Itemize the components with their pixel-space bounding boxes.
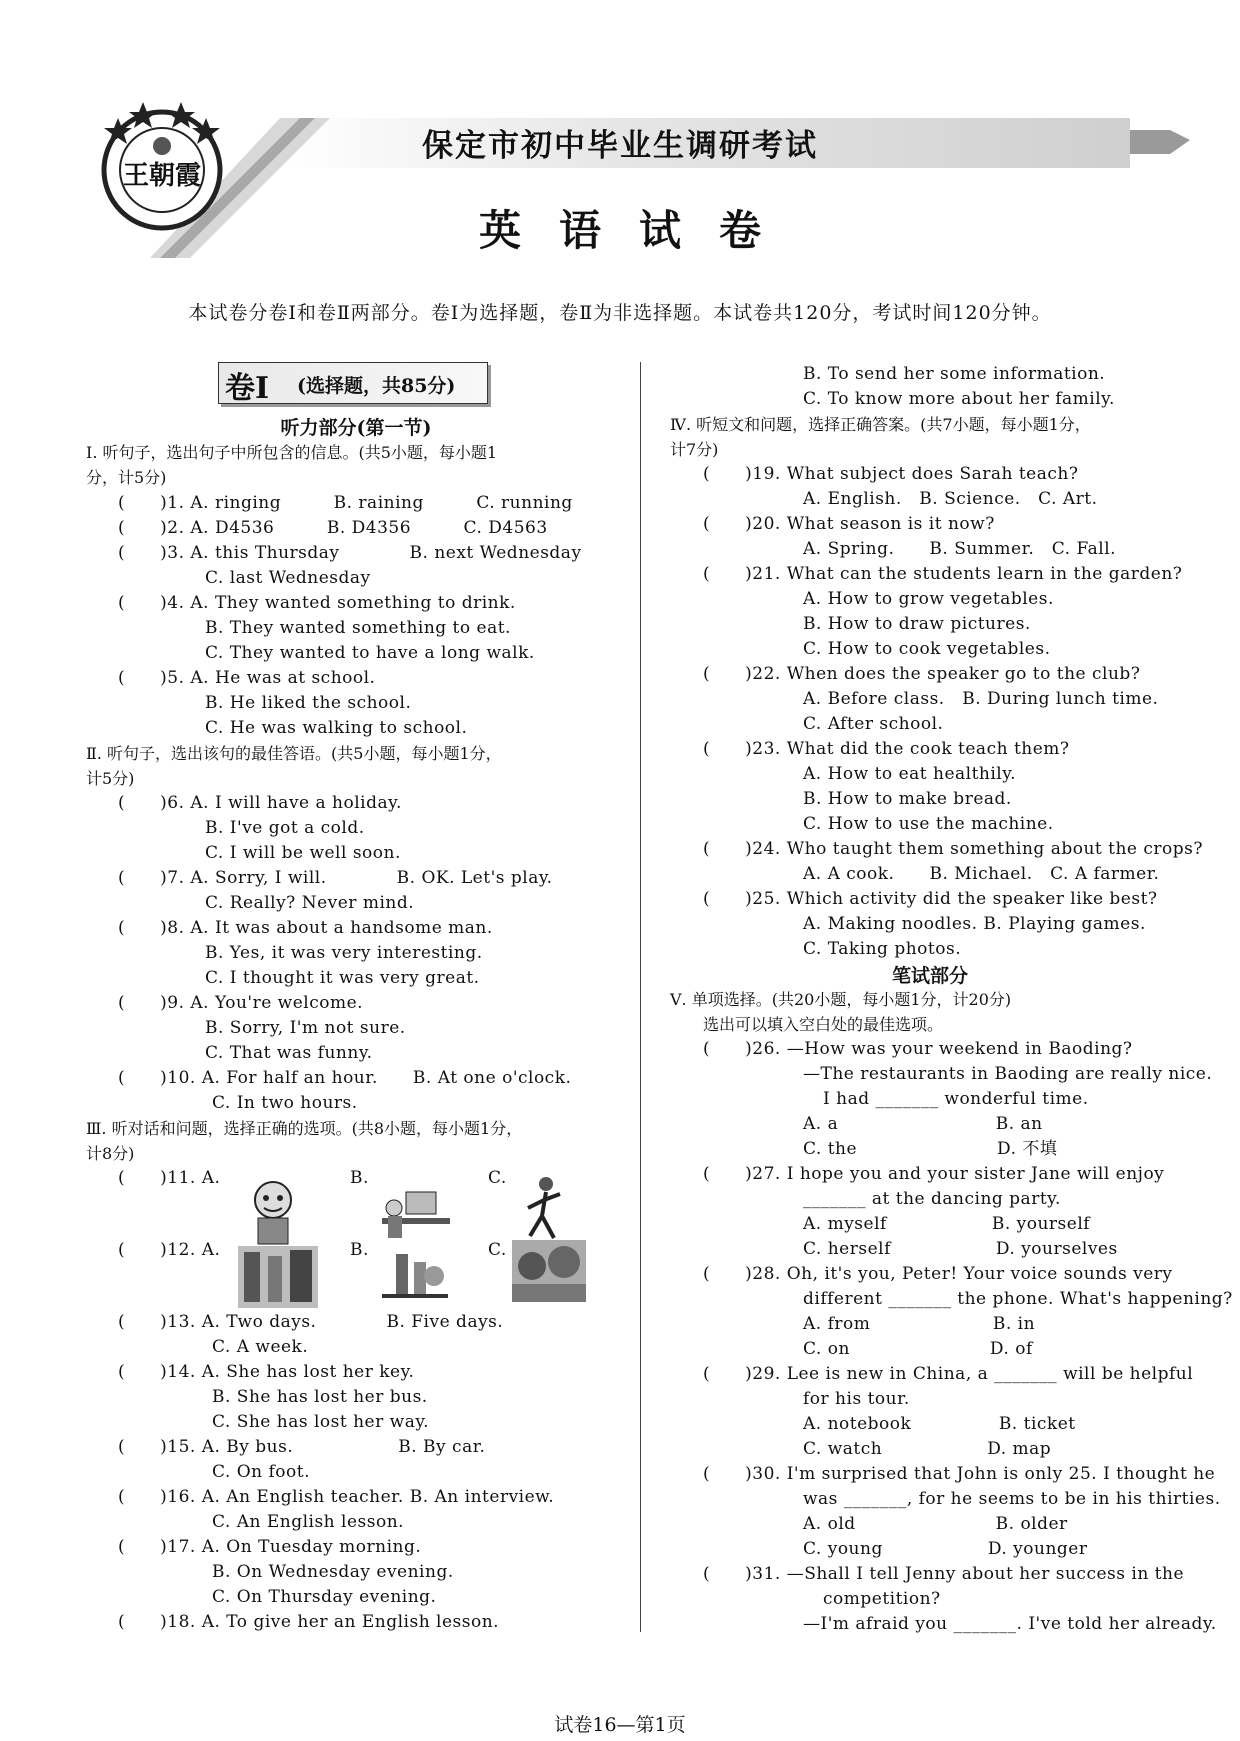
q11-option-c-picture xyxy=(520,1174,568,1248)
section-instruction: 计8分) xyxy=(86,1144,135,1163)
question-line: ( )10. A. For half an hour. B. At one o'clock. xyxy=(118,1068,572,1088)
question-line: ( )13. A. Two days. B. Five days. xyxy=(118,1312,504,1332)
question-line: C. He was walking to school. xyxy=(205,718,468,738)
question-line: C. xyxy=(488,1240,507,1260)
question-line: C. She has lost her way. xyxy=(212,1412,430,1432)
subject-title: 英语试卷 xyxy=(478,206,799,255)
question-line: for his tour. xyxy=(803,1389,910,1409)
question-line: B. How to draw pictures. xyxy=(803,614,1031,634)
question-line: C. A week. xyxy=(212,1337,309,1357)
question-line: C. How to cook vegetables. xyxy=(803,639,1051,659)
question-line: A. How to grow vegetables. xyxy=(803,589,1054,609)
question-line: C. the D. 不填 xyxy=(803,1139,1058,1159)
svg-text:王朝霞: 王朝霞 xyxy=(122,161,202,191)
q11-option-b-picture xyxy=(376,1178,454,1244)
question-line: C. herself D. yourselves xyxy=(803,1239,1118,1259)
question-line: C. last Wednesday xyxy=(205,568,371,588)
question-line: C. I thought it was very great. xyxy=(205,968,480,988)
part1-subtitle: (选择题，共85分) xyxy=(297,375,456,397)
question-line: C. Taking photos. xyxy=(803,939,962,959)
section-instruction: 计5分) xyxy=(86,769,135,788)
section-instruction: Ⅱ. 听句子，选出该句的最佳答语。(共5小题，每小题1分， xyxy=(86,744,502,763)
question-line: ( )4. A. They wanted something to drink. xyxy=(118,593,516,613)
question-line: B. I've got a cold. xyxy=(205,818,365,838)
question-line: B. They wanted something to eat. xyxy=(205,618,511,638)
section-instruction: 分，计5分) xyxy=(86,468,167,487)
question-line: —The restaurants in Baoding are really nice. xyxy=(803,1064,1213,1084)
section-instruction: 选出可以填入空白处的最佳选项。 xyxy=(703,1015,944,1034)
question-line: ( )27. I hope you and your sister Jane will enjoy xyxy=(703,1164,1165,1184)
question-line: ( )15. A. By bus. B. By car. xyxy=(118,1437,486,1457)
question-line: C. On Thursday evening. xyxy=(212,1587,437,1607)
question-line: C. xyxy=(488,1168,507,1188)
section-heading: 听力部分(第一节) xyxy=(280,417,432,439)
question-line: B. To send her some information. xyxy=(803,364,1106,384)
question-line: ( )16. A. An English teacher. B. An interview. xyxy=(118,1487,555,1507)
question-line: C. They wanted to have a long walk. xyxy=(205,643,535,663)
part1-title: 卷Ⅰ xyxy=(225,371,270,406)
question-line: ( )25. Which activity did the speaker like best? xyxy=(703,889,1158,909)
question-line: B. Sorry, I'm not sure. xyxy=(205,1018,406,1038)
question-line: A. old B. older xyxy=(803,1514,1068,1534)
question-line: ( )14. A. She has lost her key. xyxy=(118,1362,415,1382)
question-line: ( )30. I'm surprised that John is only 25. I thought he xyxy=(703,1464,1216,1484)
question-line: ( )23. What did the cook teach them? xyxy=(703,739,1070,759)
part1-heading-box xyxy=(218,362,488,404)
page-footer: 试卷16—第1页 xyxy=(554,1714,686,1736)
section-instruction: Ⅲ. 听对话和问题，选择正确的选项。(共8小题，每小题1分， xyxy=(86,1119,523,1138)
question-line: ( )18. A. To give her an English lesson. xyxy=(118,1612,500,1632)
section-heading: 笔试部分 xyxy=(891,965,968,987)
question-line: ( )31. —Shall I tell Jenny about her success in the xyxy=(703,1564,1185,1584)
q12-option-b-picture xyxy=(376,1246,454,1308)
question-line: was _______, for he seems to be in his thirties. xyxy=(803,1489,1221,1509)
question-line: ( )28. Oh, it's you, Peter! Your voice sounds very xyxy=(703,1264,1173,1284)
question-line: C. An English lesson. xyxy=(212,1512,405,1532)
question-line: C. On foot. xyxy=(212,1462,310,1482)
section-instruction: 计7分) xyxy=(670,440,719,459)
question-line: B. He liked the school. xyxy=(205,693,412,713)
question-line: A. from B. in xyxy=(803,1314,1036,1334)
question-line: —I'm afraid you _______. I've told her already. xyxy=(803,1614,1217,1634)
question-line: B. xyxy=(350,1240,369,1260)
question-line: C. In two hours. xyxy=(212,1093,358,1113)
question-line: _______ at the dancing party. xyxy=(803,1189,1061,1209)
question-line: C. watch D. map xyxy=(803,1439,1052,1459)
question-line: ( )2. A. D4536 B. D4356 C. D4563 xyxy=(118,518,548,538)
column-divider xyxy=(640,362,641,1632)
question-line: A. myself B. yourself xyxy=(803,1214,1091,1234)
question-line: B. How to make bread. xyxy=(803,789,1012,809)
question-line: ( )7. A. Sorry, I will. B. OK. Let's play. xyxy=(118,868,553,888)
question-line: B. Yes, it was very interesting. xyxy=(205,943,483,963)
question-line: ( )21. What can the students learn in the garden? xyxy=(703,564,1183,584)
q12-option-c-picture xyxy=(512,1240,586,1302)
question-line: ( )12. A. xyxy=(118,1240,221,1260)
question-line: ( )26. —How was your weekend in Baoding? xyxy=(703,1039,1133,1059)
question-line: A. a B. an xyxy=(803,1114,1043,1134)
question-line: ( )20. What season is it now? xyxy=(703,514,995,534)
exam-intro: 本试卷分卷Ⅰ和卷Ⅱ两部分。卷Ⅰ为选择题，卷Ⅱ为非选择题。本试卷共120分，考试时间120分钟。 xyxy=(188,302,1052,324)
question-line: competition? xyxy=(823,1589,941,1609)
question-line: C. To know more about her family. xyxy=(803,389,1115,409)
question-line: A. Spring. B. Summer. C. Fall. xyxy=(803,539,1117,559)
question-line: ( )6. A. I will have a holiday. xyxy=(118,793,402,813)
question-line: ( )5. A. He was at school. xyxy=(118,668,376,688)
question-line: B. On Wednesday evening. xyxy=(212,1562,454,1582)
question-line: ( )17. A. On Tuesday morning. xyxy=(118,1537,422,1557)
question-line: A. How to eat healthily. xyxy=(803,764,1016,784)
section-instruction: Ⅳ. 听短文和问题，选择正确答案。(共7小题，每小题1分， xyxy=(670,415,1091,434)
question-line: C. Really? Never mind. xyxy=(205,893,415,913)
question-line: ( )11. A. xyxy=(118,1168,221,1188)
question-line: A. notebook B. ticket xyxy=(803,1414,1076,1434)
school-title: 保定市初中毕业生调研考试 xyxy=(422,128,818,164)
question-line: A. English. B. Science. C. Art. xyxy=(803,489,1098,509)
question-line: C. on D. of xyxy=(803,1339,1033,1359)
question-line: C. That was funny. xyxy=(205,1043,373,1063)
question-line: A. Making noodles. B. Playing games. xyxy=(803,914,1146,934)
question-line: C. I will be well soon. xyxy=(205,843,401,863)
question-line: ( )22. When does the speaker go to the club? xyxy=(703,664,1141,684)
question-line: C. After school. xyxy=(803,714,944,734)
question-line: A. A cook. B. Michael. C. A farmer. xyxy=(803,864,1160,884)
section-instruction: Ⅰ. 听句子，选出句子中所包含的信息。(共5小题，每小题1 xyxy=(86,443,498,462)
question-line: A. Before class. B. During lunch time. xyxy=(803,689,1159,709)
question-line: ( )19. What subject does Sarah teach? xyxy=(703,464,1079,484)
question-line: B. She has lost her bus. xyxy=(212,1387,428,1407)
question-line: I had _______ wonderful time. xyxy=(823,1089,1089,1109)
question-line: B. xyxy=(350,1168,369,1188)
question-line: C. How to use the machine. xyxy=(803,814,1054,834)
question-line: ( )29. Lee is new in China, a _______ will be helpful xyxy=(703,1364,1194,1384)
q12-option-a-picture xyxy=(238,1246,318,1308)
question-line: ( )1. A. ringing B. raining C. running xyxy=(118,493,573,513)
question-line: C. young D. younger xyxy=(803,1539,1088,1559)
question-line: ( )24. Who taught them something about the crops? xyxy=(703,839,1203,859)
question-line: ( )3. A. this Thursday B. next Wednesday xyxy=(118,543,582,563)
q11-option-a-picture xyxy=(242,1178,304,1250)
question-line: different _______ the phone. What's happening? xyxy=(803,1289,1233,1309)
question-line: ( )8. A. It was about a handsome man. xyxy=(118,918,493,938)
question-line: ( )9. A. You're welcome. xyxy=(118,993,364,1013)
section-instruction: Ⅴ. 单项选择。(共20小题，每小题1分，计20分) xyxy=(670,990,1012,1009)
